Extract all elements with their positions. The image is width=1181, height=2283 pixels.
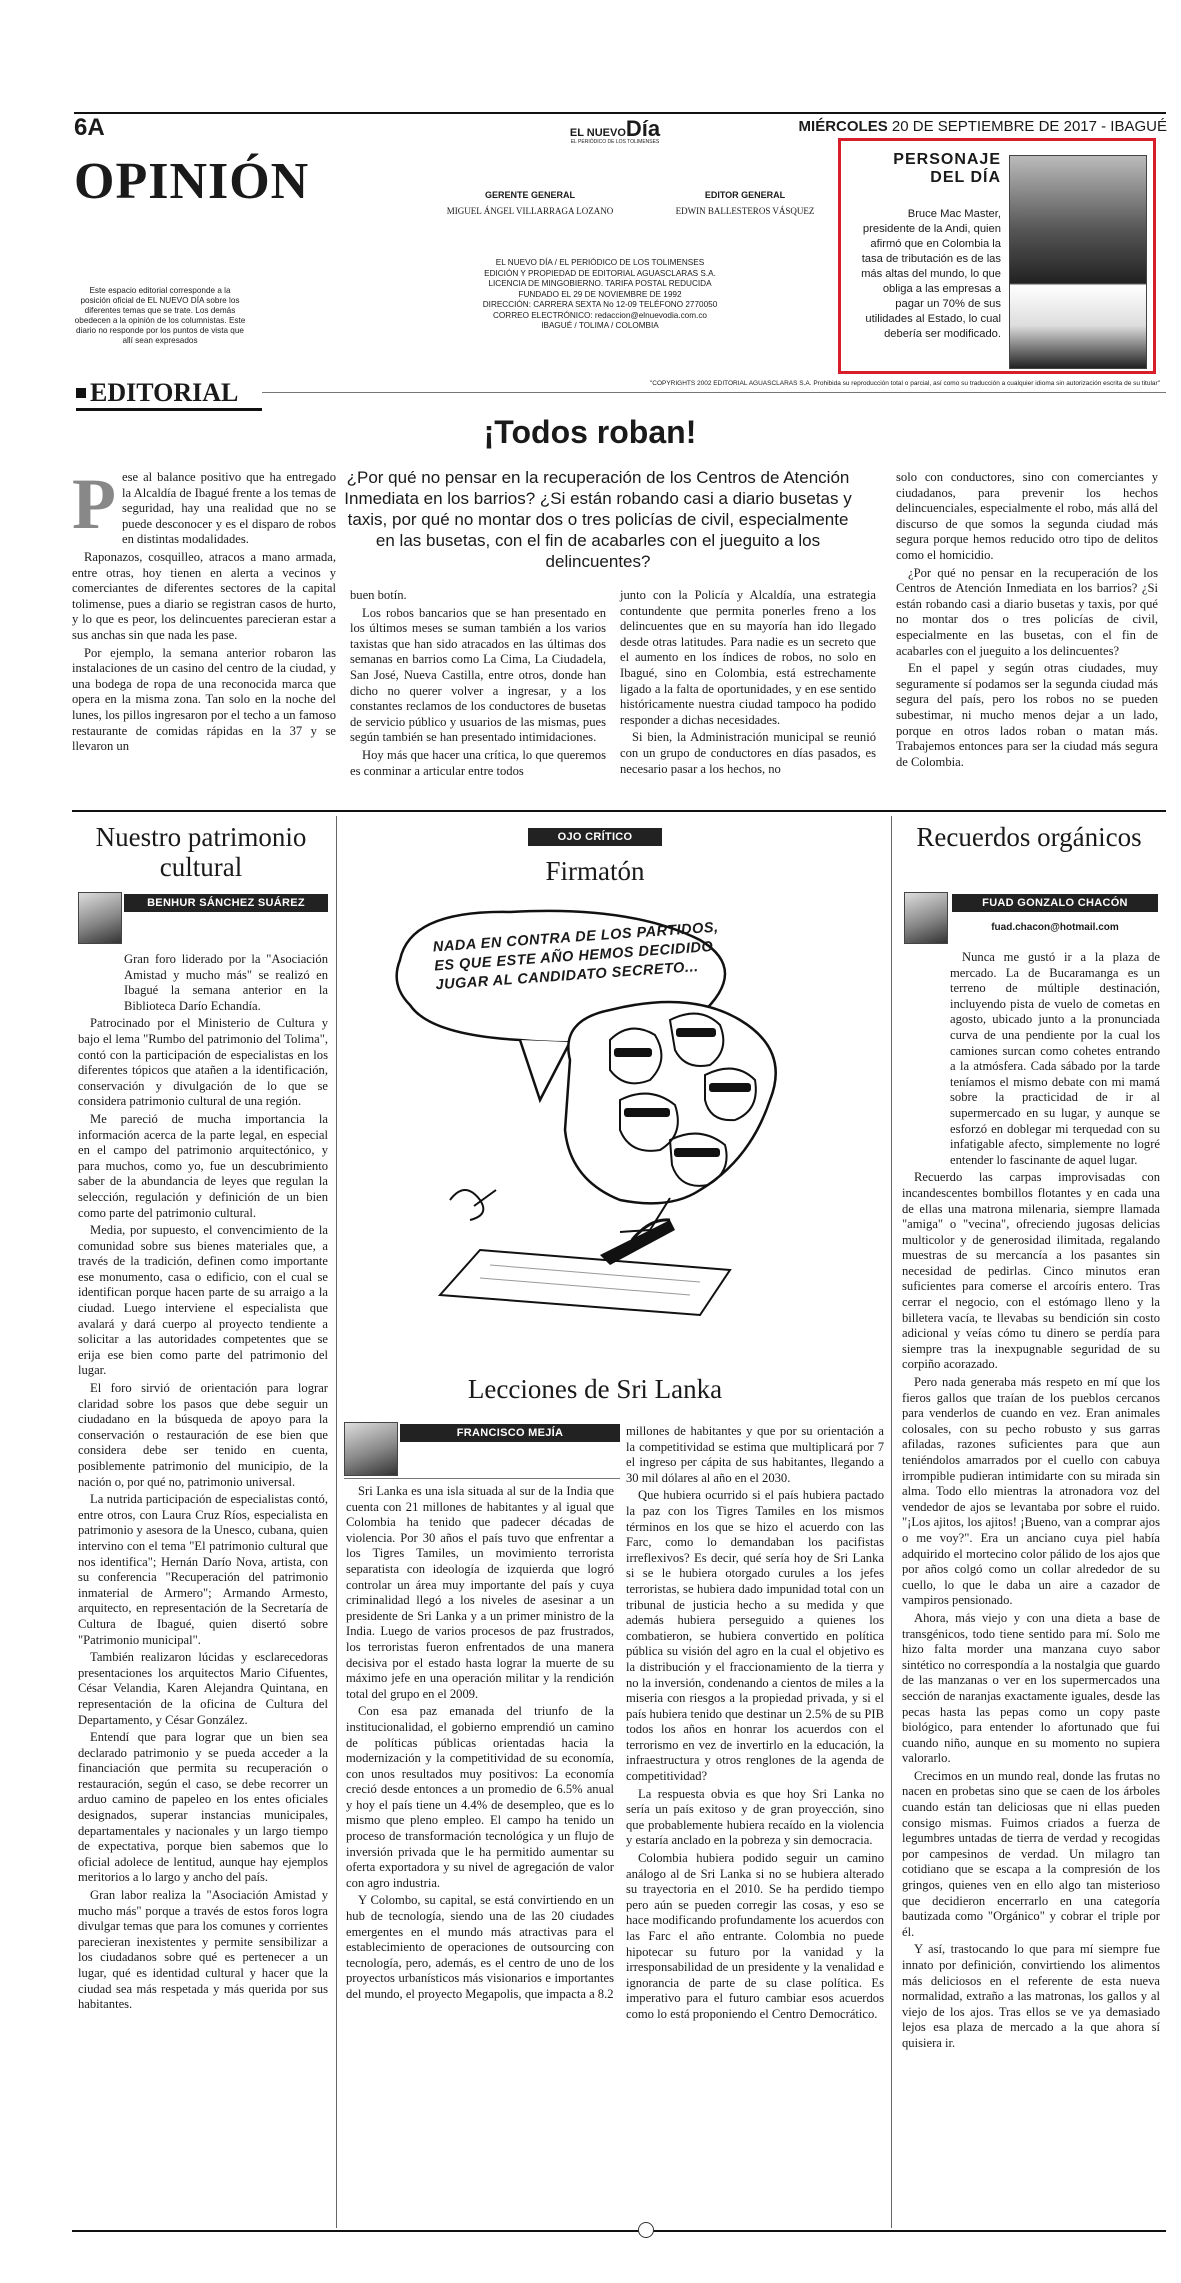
paragraph: ese al balance positivo que ha entregado la Alcaldía de Ibagué frente a los temas de seguridad, hay una realidad que no se puede desconocer y es el disparo de robos en distintas modalidades. <box>121 470 336 547</box>
editor-label: EDITOR GENERAL <box>704 190 786 200</box>
paragraph: Nunca me gustó ir a la plaza de mercado. La de Bucaramanga es un terreno de múltiple destinación, incluyendo pista de vuelo de cometas en agosto, ubicado junto a la pronunciada curva de una pendiente por la cual los camiones surcan como cohetes entrando a la atmósfera. Cada sábado por la tarde teníamos el mismo debate con mi mamá sobre la practicidad de ir al supermercado en su lugar, y aunque se esforzó en doblegar mi terquedad con su infatigable afecto, simplemente no logré entender lo fascinante de aquel lugar. <box>950 950 1160 1167</box>
paragraph: Media, por supuesto, el convencimiento de la comunidad sobre sus bienes materiales que, a través de la tradición, definen como importante ese monumento, casa o edificio, con el cual se identifican porque hacen parte de su arraigo a la ciudad. Luego interviene el especialista que avalará y dará cuerpo al proyecto tendiente a solicitar a las autoridades competentes que se erija ese bien como parte del patrimonio del lugar. <box>78 1223 328 1378</box>
logo-tagline: EL PERIÓDICO DE LOS TOLIMENSES <box>570 139 660 145</box>
logo-prefix: EL NUEVO <box>569 127 626 139</box>
info-line: EDICIÓN Y PROPIEDAD DE EDITORIAL AGUASCLARAS S.A. <box>484 268 716 278</box>
cartoon-title: Firmatón <box>545 856 645 886</box>
info-line: CORREO ELECTRÓNICO: redaccion@elnuevodia.com.co <box>493 310 707 320</box>
editorial-headline: ¡Todos roban! <box>483 414 697 450</box>
personaje-del-dia-box <box>838 138 1156 374</box>
paragraph: ¿Por qué no pensar en la recuperación de los Centros de Atención Inmediata en los barrios? ¿Si están robando casi a diario busetas y taxis, por qué no montar dos o tres policías de civil, especialmente en las busetas, con el fin de acabarles con el jueguito a los delincuentes? <box>896 565 1158 658</box>
section-disclaimer: Este espacio editorial corresponde a la posición oficial de EL NUEVO DÍA sobre los diferentes temas que se trate. Los demás obedecen a la opinión de los columnistas. Este diario no responde por los puntos de vista que allí sean expresados <box>74 286 246 345</box>
copyright-notice: "COPYRIGHTS 2002 EDITORIAL AGUASCLARAS S.A. Prohibida su reproducción total o parcial, así como su traducción a cualquier idioma sin autorización escrita de su titular" <box>649 380 1160 387</box>
patrimonio-body <box>78 952 328 2015</box>
paragraph: También realizaron lúcidas y esclarecedoras presentaciones los arquitectos Mario Cifuentes, César Velandia, Karen Alejandra Quintana, en representación de la oficina de Cultura del Departamento, y César González. <box>78 1650 328 1727</box>
paragraph: Colombia hubiera podido seguir un camino análogo al de Sri Lanka si no se hubiera alterado su trayectoria en el 2010. Se ha perdido tiempo pero aún se pueden corregir las cosas, y eso se hace modificando profundamente los acuerdos con las Farc el año entrante. Colombia no puede hipotecar su futuro por la vanidad y la irresponsabilidad de un presidente y la venalidad e ignorancia de parte de su clase política. Es imperativo para el futuro cambiar esos acuerdos como lo está proponiendo el Centro Democrático. <box>626 1851 884 2021</box>
footer-rule <box>72 2230 1166 2232</box>
personaje-title-1: PERSONAJE <box>893 151 1001 168</box>
organicos-title: Recuerdos orgánicos <box>916 822 1142 852</box>
paragraph: En el papel y según otras ciudades, muy seguramente sí podamos ser la segunda ciudad más segura del país, pero los robos no se pueden subestimar, ni mucho menos dejar a un lado, porque en otros lados roban o matan más. Trabajemos entonces para ser la ciudad más segura de Colombia. <box>896 661 1158 769</box>
author-photo-fuad <box>904 892 948 944</box>
editorial-deck: ¿Por qué no pensar en la recuperación de los Centros de Atención Inmediata en los barrios? ¿Si están robando casi a diario busetas y taxis, por qué no montar dos o tres policías de civil, especialmente en las busetas, con el fin de acabarles con el jueguito a los delincuentes? <box>344 468 852 571</box>
paragraph: Raponazos, cosquilleo, atracos a mano armada, entre otras, hoy tienen en alerta a vecinos y comerciantes de diferentes sectores de la capital tolimense, pues a diario se registran casos de hurto, y lo que es peor, los delincuentes parecieran estar a sus anchas sin que nada les pase. <box>72 549 336 642</box>
editorial-label-text: EDITORIAL <box>90 378 239 407</box>
issue-date <box>799 118 1167 135</box>
author-byline: BENHUR SÁNCHEZ SUÁREZ <box>124 894 328 912</box>
editorial-dropcap: P <box>72 464 116 544</box>
paragraph: Que hubiera ocurrido si el país hubiera pactado la paz con los Tigres Tamiles en los mismos términos en los que se hizo el acuerdo con las Farc, como lo demandaban los pacifistas irreflexivos? Es decir, qué sería hoy de Sri Lanka si se le hubiera otorgado curules a los jefes terroristas, se hubiera dado impunidad total con un tribunal de justicia hecho a su medida y que además hubiera perseguido a quienes los combatieron, se hubiera convertido en política pública su visión del agro en la cual el objetivo es la distribución y el fraccionamiento de la tierra y no la inversión, condenando a cientos de miles a la miseria con riesgos a la propiedad privada, y si el país hubiera tenido que destinar un 2.5% de su PIB todos los años en honrar los acuerdos con el terrorismo en vez de invertirlo en la educación, la infraestructura y otros renglones de la agenda de competitividad? <box>626 1488 884 1784</box>
section-title: OPINIÓN <box>74 153 310 210</box>
publisher-info <box>470 258 730 332</box>
paragraph: Gran labor realiza la "Asociación Amistad y mucho más" porque a través de estos foros logra divulgar temas que para los comunes y corrientes parecieran inexistentes y permite sensibilizar a los ciudadanos sobre qué es pertenecer a un lugar, qué es identidad cultural y hacer que la ciudad sea más respetada y más querida por sus habitantes. <box>78 1888 328 2012</box>
paragraph: Los robos bancarios que se han presentado en los últimos meses se suman también a los varios taxistas que han sido atracados en las últimas dos semanas en barrios como La Cima, La Ciudadela, San José, Nueva Castilla, entre otros, donde han dicho no querer volver a ingresar, y a los constantes reclamos de los conductores de busetas de servicio público y usuarios de las mismas, pues según también se han presentado intimidaciones. <box>350 605 606 745</box>
editorial-col-4 <box>896 470 1158 772</box>
srilanka-title: Lecciones de Sri Lanka <box>467 1374 723 1404</box>
srilanka-col-1 <box>346 1484 614 2005</box>
personaje-title-2: DEL DÍA <box>930 169 1001 186</box>
editorial-col-2 <box>350 588 606 781</box>
editorial-col-1 <box>72 464 336 757</box>
author-byline: FUAD GONZALO CHACÓN <box>952 894 1158 912</box>
author-photo-mejia <box>344 1422 398 1476</box>
srilanka-col-2 <box>626 1424 884 2025</box>
paragraph: buen botín. <box>350 588 407 602</box>
info-line: FUNDADO EL 29 DE NOVIEMBRE DE 1992 <box>518 289 682 299</box>
paragraph: La respuesta obvia es que hoy Sri Lanka no sería un país exitoso y de gran proyección, sino que probablemente hubiera recaído en la violencia y estaría anclado en la pobreza y sin democracia. <box>626 1786 884 1848</box>
info-line: IBAGUÉ / TOLIMA / COLOMBIA <box>541 321 659 330</box>
paragraph: Hoy más que hacer una crítica, lo que queremos es conminar a articular entre todos <box>350 747 606 778</box>
page-number: 6A <box>74 114 105 141</box>
patrimonio-title: Nuestro patrimonio cultural <box>95 822 307 882</box>
paragraph: Y Colombo, su capital, se está convirtiendo en un hub de tecnología, siendo una de las 20 ciudades emergentes en el mundo más atractivas para el establecimiento de operaciones de outsourcing con tecnología, pero, además, es el centro de uno de los proyectos urbanísticos más visionarios e importantes del mundo, el proyecto Megapolis, que impacta a 8.2 <box>346 1893 614 2001</box>
cartoon-speech-text: NADA EN CONTRA DE LOS PARTIDOS, ES QUE ESTE AÑO HEMOS DECIDIDO JUGAR AL CANDIDATO SECRETO... <box>432 919 720 994</box>
paragraph: Entendí que para lograr que un bien sea declarado patrimonio y se pueda acceder a la financiación que permita su recuperación o restauración, según el caso, se debe recorrer un arduo camino de papeleo en los entes oficiales designados, superar instancias municipales, departamentales y nacionales y un largo tiempo de expectativa, porque bien sabemos que lo oficial adolece de lentitud, aunque hay ejemplos meritorios a lo largo y ancho del país. <box>78 1730 328 1885</box>
paragraph: La nutrida participación de especialistas contó, entre otros, con Laura Cruz Ríos, especialista en patrimonio y asesora de la Unesco, cubana, quien intervino con el tema "El patrimonio cultural que nos identifica"; Hernán Darío Nova, artista, con su conferencia "Recuperación del patrimonio inmaterial de Armero"; Armando Armesto, arquitecto, en representación de la Secretaría de Cultura de Ibagué, quien disertó sobre "Patrimonio municipal". <box>78 1492 328 1647</box>
paragraph: Gran foro liderado por la "Asociación Amistad y mucho más" se realizó en Ibagué la semana anterior en la Biblioteca Darío Echandía. <box>124 952 328 1013</box>
paragraph: Si bien, la Administración municipal se reunió con un grupo de conductores en días pasados, es necesario pasar a los hechos, no <box>620 730 876 776</box>
paragraph: Pero nada generaba más respeto en mí que los fieros gallos que traían de los pueblos cercanos para venderlos de cuando en vez. Eran animales colosales, con su pecho robusto y sus garras afiladas, razones suficientes para que aun teniéndolos amarrados por el cuello con cabuya irrompible pudieran intimidarte con su mirada sin alma. Todo ello mientras la atronadora voz del vendedor de ajos se levantaba por sobre el ruido. "¡Los ajitos, los ajitos! ¡Bueno, van a comprar ajos o me voy?". Era un anciano cuya piel había adquirido el mortecino color pálido de los ajos que por años colgó como un collar alrededor de su cuello, lo que le daba un aire a cazador de vampiros pensionado. <box>902 1375 1160 1608</box>
paragraph: Por ejemplo, la semana anterior robaron las instalaciones de un casino del centro de la ciudad, y una bodega de ropa de una reconocida marca que opera en la misma zona. Tan solo en la noche del lunes, los pillos ingresaron por el techo a un famoso restaurante de comidas rápidas en la 37 y se llevaron un <box>72 645 336 754</box>
paragraph: junto con la Policía y Alcaldía, una estrategia contundente que permita ponerles freno a los delincuentes que en su mayoría han ido llegado desde otras latitudes. Para nadie es un secreto que el aumento en los índices de robos, no solo en Ibagué, sino en Colombia, está estrechamente ligado a la falta de oportunidades, y en ese sentido históricamente nuestra ciudad tampoco ha podido responder a dichas necesidades. <box>620 588 876 727</box>
cartoon-kicker: OJO CRÍTICO <box>528 828 662 846</box>
editorial-col-3 <box>620 588 876 779</box>
paragraph: millones de habitantes y que por su orientación a la competitividad se estima que multiplicará por 7 el ingreso per cápita de sus habitantes, llegando a 30 mil dólares al año en el 2030. <box>626 1424 884 1485</box>
paragraph: Con esa paz emanada del triunfo de la institucionalidad, el gobierno emprendió un camino de políticas públicas orientadas hacia la modernización y la competitividad de su economía, con unos resultados muy positivos: La economía creció desde entonces a un promedio de 6.5% anual y hoy el país tiene un 4.4% de desempleo, que es lo mismo que pleno empleo. El campo ha tenido un proceso de transformación tecnológica y un flujo de inversión privada que le ha permitido aumentar su oferta exportadora y su nivel de agregación de valor con agro industria. <box>346 1704 614 1890</box>
paragraph: Patrocinado por el Ministerio de Cultura y bajo el lema "Rumbo del patrimonio del Tolima", contó con la participación de especialistas en los diferentes tópicos que atañen a la identificación, conservación y divulgación de lo que se considera patrimonio cultural de una región. <box>78 1016 328 1109</box>
gerente-name: MIGUEL ÁNGEL VILLARRAGA LOZANO <box>446 206 614 216</box>
paragraph: El foro sirvió de orientación para lograr claridad sobre los pasos que debe seguir un ciudadano en la búsqueda de apoyo para la conservación o restauración de ese bien que considera debe ser tenido en cuenta, posiblemente patrimonio del municipio, de la nación o, por qué no, patrimonio universal. <box>78 1381 328 1489</box>
date-weekday: MIÉRCOLES <box>798 118 888 135</box>
paragraph: Sri Lanka es una isla situada al sur de la India que cuenta con 21 millones de habitantes y al igual que Colombia ha tenido que padecer décadas de violencia. Por 30 años el país tuvo que enfrentar a los Tigres Tamiles, un movimiento terrorista separatista con ideología de izquierda que logró controlar un área muy importante del país y cuya criminalidad llegó a los niveles de asesinar a un presidente de Sri Lanka y a un primer ministro de la India. Luego de varios procesos de paz frustrados, los terroristas fueron enfrentados de una manera decisiva por el estado hasta lograr la muerte de su máximo jefe en una operación militar y la rendición total del grupo en el 2009. <box>346 1484 614 1701</box>
paragraph: Crecimos en un mundo real, donde las frutas no nacen en probetas sino que se caen de los árboles cuando están tan deliciosas que ni ellas pueden consigo mismas. Fuimos criados a fuerza de legumbres untadas de tierra de verdad y recogidas por campesinos de verdad. Un milagro tan cotidiano que se escapa a la compresión de los gringos, quienes ven en ello algo tan misterioso que decidieron encerrarlo en una categoría bautizada como "Orgánico" y cobrar el triple por él. <box>902 1768 1160 1939</box>
date-rest: 20 DE SEPTIEMBRE DE 2017 - IBAGUÉ <box>891 118 1167 135</box>
info-line: LICENCIA DE MINGOBIERNO. TARIFA POSTAL REDUCIDA <box>488 279 712 288</box>
author-byline: FRANCISCO MEJÍA <box>400 1424 620 1442</box>
author-photo-benhur <box>78 892 122 944</box>
info-line: EL NUEVO DÍA / EL PERIÓDICO DE LOS TOLIMENSES <box>495 258 705 267</box>
paragraph: Ahora, más viejo y con una dieta a base de transgénicos, todo tiene sentido para mí. Solo me hizo falta morder una manzana cuyo sabor sintético no correspondía a la nostalgia que guardo de las manzanas o ver en los supermercados una sección de naranjas exactamente iguales, desde las pecas hasta las pepas como un copy paste biológico, para entender lo afortunado que fui cuando niño, aunque en su momento no supiera valorarlo. <box>902 1610 1160 1766</box>
logo-main: Día <box>625 116 661 141</box>
paragraph: Recuerdo las carpas improvisadas con incandescentes bombillos flotantes y en cada una de ellas una matrona milenaria, siempre llamada "amiga" o "vecina", ofreciendo jugosas delicias multicolor y de generosidad ilimitada, regalando muestras de su mercancía a los pasantes sin necesidad de pedirlas. Cinco minutos eran suficientes para comerse el arcoíris entero. Tras cerrar el negocio, con el estómago lleno y la billetera vacía, te llevabas su bendición sin costo adicional y veías cómo tu dinero se perdía para siempre tras la inexpugnable seguridad de su corpiño acorazado. <box>902 1170 1160 1372</box>
newspaper-logo <box>520 116 710 145</box>
info-line: DIRECCIÓN: CARRERA SEXTA No 12-09 TELÉFONO 2770050 <box>482 300 718 309</box>
personaje-text: Bruce Mac Master, presidente de la Andi, quien afirmó que en Colombia la tasa de tributación es de las más altas del mundo, lo que obliga a las empresas a pagar un 70% de sus utilidades al Estado, lo cual debería ser modificado. <box>861 208 1001 340</box>
registration-mark-icon <box>638 2222 654 2238</box>
personaje-photo <box>1009 155 1147 369</box>
gerente-label: GERENTE GENERAL <box>484 190 575 200</box>
author-email: fuad.chacon@hotmail.com <box>991 922 1119 933</box>
cartoon-illustration <box>370 900 850 1330</box>
paragraph: Y así, trastocando lo que para mí siempre fue innato por definición, convirtiendo los alimentos más deliciosos en el referente de esta nueva normalidad, extraño a las matronas, los gallos y al viejo de los ajos. Tras ellos se ve ya demasiado lejos esa plaza de mercado a la que ahora sí quisiera ir. <box>902 1942 1160 2050</box>
paragraph: solo con conductores, sino con comerciantes y ciudadanos, para prevenir los hechos delincuenciales, especialmente el robo, más allá del discurso de que somos la segunda ciudad más segura porque hemos reducido otro tipo de delitos como el homicidio. <box>896 470 1158 562</box>
organicos-body <box>902 950 1160 2054</box>
paragraph: Me pareció de mucha importancia la información acerca de la parte legal, en especial en el campo del patrimonio arquitectónico, y para muchos, como yo, fue un descubrimiento saber de la abundancia de leyes que regulan la selección, regulación y definición de un bien como parte del patrimonio cultural. <box>78 1111 328 1220</box>
editor-name: EDWIN BALLESTEROS VÁSQUEZ <box>675 206 815 216</box>
